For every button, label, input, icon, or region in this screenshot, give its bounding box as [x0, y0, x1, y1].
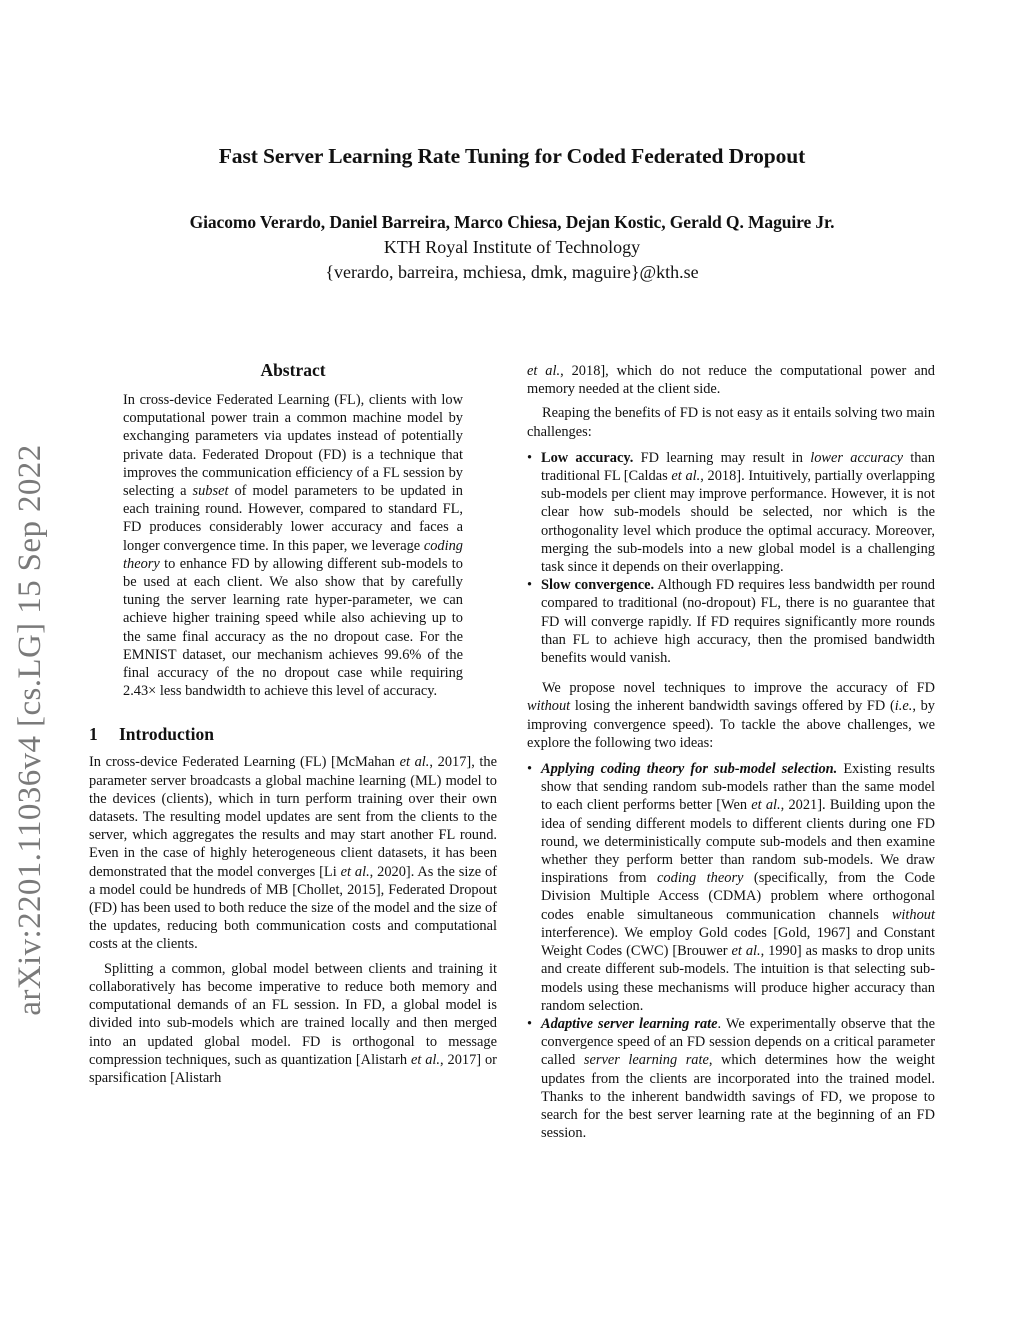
author-list: Giacomo Verardo, Daniel Barreira, Marco Chiesa, Dejan Kostic, Gerald Q. Maguire Jr. — [189, 212, 835, 232]
abstract-text: In cross-device Federated Learning (FL), clients with low computational power train a common machine model by exchanging parameters via updates instead of potentially private data. Federated Dropout (FD) is a technique that improves the communication efficiency of a FL session by selecting a subset of model parameters to be updated in each training round. However, compared to standard FL, FD produces considerably lower accuracy and faces a longer convergence time. In this paper, we leverage coding theory to enhance FD by allowing different sub-models to be used at each client. We also show that by carefully tuning the server learning rate hyper-parameter, we can achieve higher training speed while also achieving up to the same final accuracy as the no dropout case. For the EMNIST dataset, our mechanism achieves 99.6% of the final accuracy of the no dropout case while requiring 2.43× less bandwidth to achieve this level of accuracy. — [123, 392, 463, 700]
right-column — [527, 362, 935, 1142]
affiliation: KTH Royal Institute of Technology — [383, 237, 641, 257]
challenges-list — [527, 449, 935, 667]
intro-paragraph-2-continued: et al., 2018], which do not reduce the computational power and memory needed at the client side. — [527, 363, 935, 398]
left-column — [89, 360, 497, 1087]
intro-paragraph-3: Reaping the benefits of FD is not easy as it entails solving two main challenges: — [527, 405, 935, 440]
arxiv-stamp: arXiv:2201.11036v4 [cs.LG] 15 Sep 2022 — [12, 444, 48, 1016]
abstract-section — [123, 360, 463, 700]
paper-title: Fast Server Learning Rate Tuning for Coded Federated Dropout — [218, 144, 806, 168]
abstract-heading: Abstract — [260, 360, 326, 380]
list-item: • Slow convergence. Although FD requires less bandwidth per round compared to traditional (no-dropout) FL, there is no guarantee that FD will converge rapidly. If FD requires significantly more rounds than FL to achieve high accuracy, then the promised bandwidth benefits would vanish. — [527, 577, 935, 667]
author-emails: {verardo, barreira, mchiesa, dmk, maguire}@kth.se — [325, 262, 699, 282]
list-item: • Applying coding theory for sub-model selection. Existing results show that sending random sub-models rather than the same model to each client performs better [Wen et al., 2021]. Building upon the idea of sending different models to different clients during one FD round, we deterministically compute sub-models and then examine whether they perform better than random sub-models. We draw inspirations from coding theory (specifically, from the Code Division Multiple Access (CDMA) problem where orthogonal codes enable simultaneous communication channels without interference). We employ Gold codes [Gold, 1967] and Constant Weight Codes (CWC) [Brouwer et al., 1990] as masks to drop units and create different sub-models. The intuition is that selecting sub-models using these mechanisms will produce higher accuracy than random selection. — [527, 761, 935, 1014]
intro-paragraph-2: Splitting a common, global model between clients and training it collaboratively has become imperative to reduce both memory and computational demands of an FL session. In FD, a global model is divided into sub-models which are trained locally and then merged into an updated global model. FD is orthogonal to message compression techniques, such as quantization [Alistarh et al., 2017] or sparsification [Alistarh — [89, 960, 497, 1086]
list-item: • Adaptive server learning rate. We experimentally observe that the convergence speed of an FD session depends on a critical parameter called server learning rate, which determines how the weight updates from the clients are incorporated into the trained model. Thanks to the inherent bandwidth savings of FD, we propose to search for the best server learning rate at the beginning of an FD session. — [527, 1015, 935, 1142]
list-item: • Low accuracy. FD learning may result in lower accuracy than traditional FL [Caldas et al., 2018]. Intuitively, partially overlapping sub-models per client may improve performance. However, it is not clear how sub-models should be selected, nor which is the orthogonality level which produce the optimal accuracy. Moreover, merging the sub-models into a new global model is a challenging task since it depends on their overlapping. — [527, 449, 936, 576]
section-heading-introduction: 1 Introduction — [89, 724, 214, 745]
ideas-list — [527, 760, 935, 1142]
intro-paragraph-1: In cross-device Federated Learning (FL) [McMahan et al., 2017], the parameter server broadcasts a global machine learning (ML) model to the devices (clients), which in turn perform training over their own datasets. The resulting model updates are sent from the clients to the server, which aggregates the results and may start another FL round. Even in the case of highly heterogeneous client datasets, it has been demonstrated that the model converges [Li et al., 2020]. As the size of a model could be hundreds of MB [Chollet, 2015], Federated Dropout (FD) has been used to both reduce the size of the model and the size of the updates, reducing both communication costs and computational costs at the clients. — [89, 754, 498, 953]
intro-paragraph-4: We propose novel techniques to improve the accuracy of FD without losing the inherent bandwidth savings offered by FD (i.e., by improving convergence speed). To tackle the above challenges, we explore the following two ideas: — [527, 680, 935, 751]
